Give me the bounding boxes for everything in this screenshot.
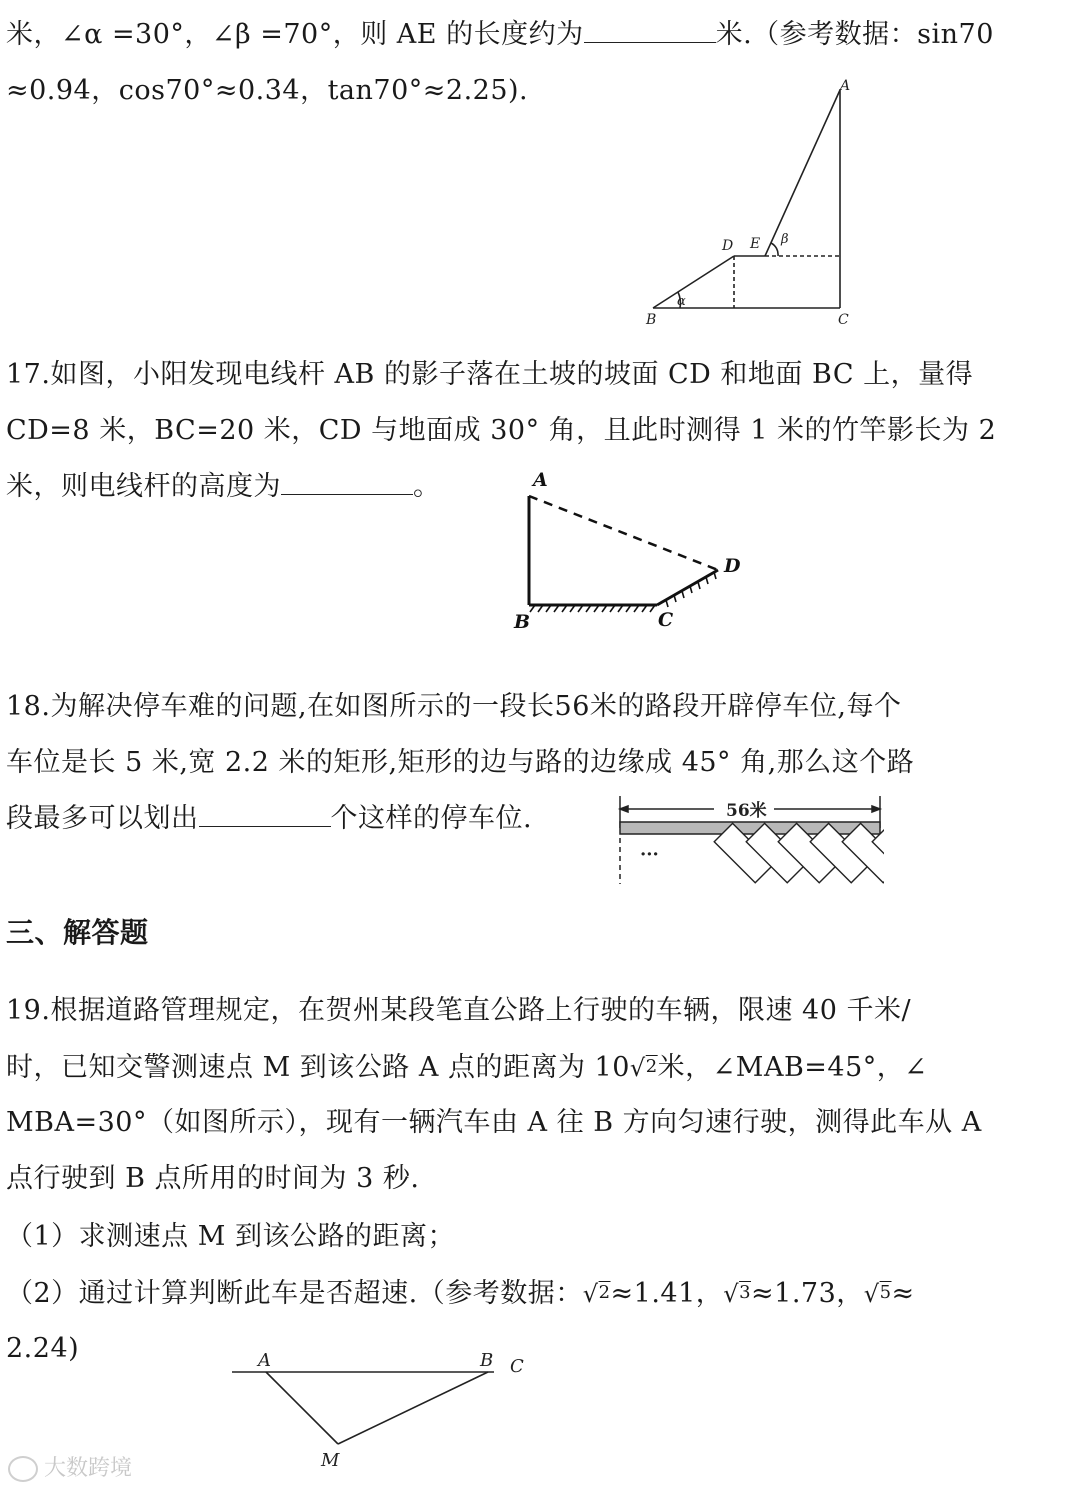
line-mb (338, 1372, 488, 1444)
label-alpha: α (677, 294, 686, 309)
label-beta: β (781, 232, 789, 247)
watermark: 大数跨境 (8, 1451, 132, 1482)
label-b: B (646, 312, 657, 328)
sqrt-sign: √ (723, 1280, 740, 1308)
answer-blank (584, 18, 716, 43)
length-label: 56米 (726, 801, 767, 821)
line-ea (765, 90, 840, 256)
q17-line-2: CD=8 米，BC=20 米，CD 与地面成 30° 角，且此时测得 1 米的竹竿影长为 2 (6, 415, 997, 446)
sqrt-sign: √ (629, 1054, 646, 1082)
q17-line-3: 米，则电线杆的高度为 。 (6, 471, 441, 502)
label-d: D (722, 238, 734, 254)
label-c: C (658, 609, 674, 631)
arrow-left (620, 806, 628, 812)
label-a: A (533, 469, 548, 491)
q18-line-2: 车位是长 5 米,宽 2.2 米的矩形,矩形的边与路的边缘成 45° 角,那么这个路 (6, 747, 915, 778)
figure-19 (226, 1344, 536, 1474)
road-edge (620, 822, 880, 834)
label-a: A (258, 1350, 271, 1371)
q19-line-last: 2.24) (6, 1333, 80, 1364)
slope-cd (657, 570, 718, 605)
figure-16 (640, 76, 860, 328)
label-b: B (480, 1350, 494, 1371)
hatching (530, 572, 716, 612)
label-c: C (838, 312, 849, 328)
q16-line-2: ≈0.94，cos70°≈0.34，tan70°≈2.25). (6, 75, 529, 106)
ellipsis: ··· (640, 844, 659, 865)
sqrt-sign: √ (582, 1280, 599, 1308)
line-bd (653, 256, 734, 308)
line-am (266, 1372, 338, 1444)
q19-line-1: 19.根据道路管理规定，在贺州某段笔直公路上行驶的车辆，限速 40 千米/ (6, 995, 912, 1026)
sqrt-sign: √ (863, 1280, 880, 1308)
shadow-line-ad (529, 496, 718, 570)
q19-part-2: （2）通过计算判断此车是否超速.（参考数据：√2≈1.41，√3≈1.73，√5≈ (6, 1278, 915, 1309)
label-d: D (724, 555, 741, 577)
q18-line-1: 18.为解决停车难的问题,在如图所示的一段长56米的路段开辟停车位,每个 (6, 691, 902, 722)
q19-line-4: 点行驶到 B 点所用的时间为 3 秒. (6, 1163, 420, 1194)
figure-17 (505, 466, 760, 636)
watermark-logo-icon (8, 1456, 38, 1482)
q17-line-1: 17.如图，小阳发现电线杆 AB 的影子落在土坡的坡面 CD 和地面 BC 上，量得 (6, 359, 974, 390)
q16-line-1: 米，∠α =30°，∠β =70°，则 AE 的长度约为 米.（参考数据：sin70 (6, 19, 994, 50)
label-m: M (321, 1450, 340, 1471)
q19-line-3: MBA=30°（如图所示），现有一辆汽车由 A 往 B 方向匀速行驶，测得此车从 A (6, 1107, 982, 1138)
q19-line-2: 时，已知交警测速点 M 到该公路 A 点的距离为 10√2米，∠MAB=45°，∠ (6, 1052, 928, 1083)
parking-spaces (714, 823, 884, 882)
section-title: 三、解答题 (6, 916, 149, 949)
label-e: E (750, 236, 761, 252)
answer-blank (281, 470, 413, 495)
beta-arc (771, 243, 778, 256)
clip-bottom (614, 884, 884, 892)
label-b: B (514, 611, 531, 633)
answer-blank (199, 802, 331, 827)
figure-18 (614, 794, 884, 892)
q19-part-1: （1）求测速点 M 到该公路的距离； (6, 1221, 455, 1252)
label-c: C (510, 1356, 524, 1377)
label-a: A (840, 78, 851, 94)
arrow-right (872, 806, 880, 812)
q18-line-3: 段最多可以划出 个这样的停车位. (6, 803, 533, 834)
